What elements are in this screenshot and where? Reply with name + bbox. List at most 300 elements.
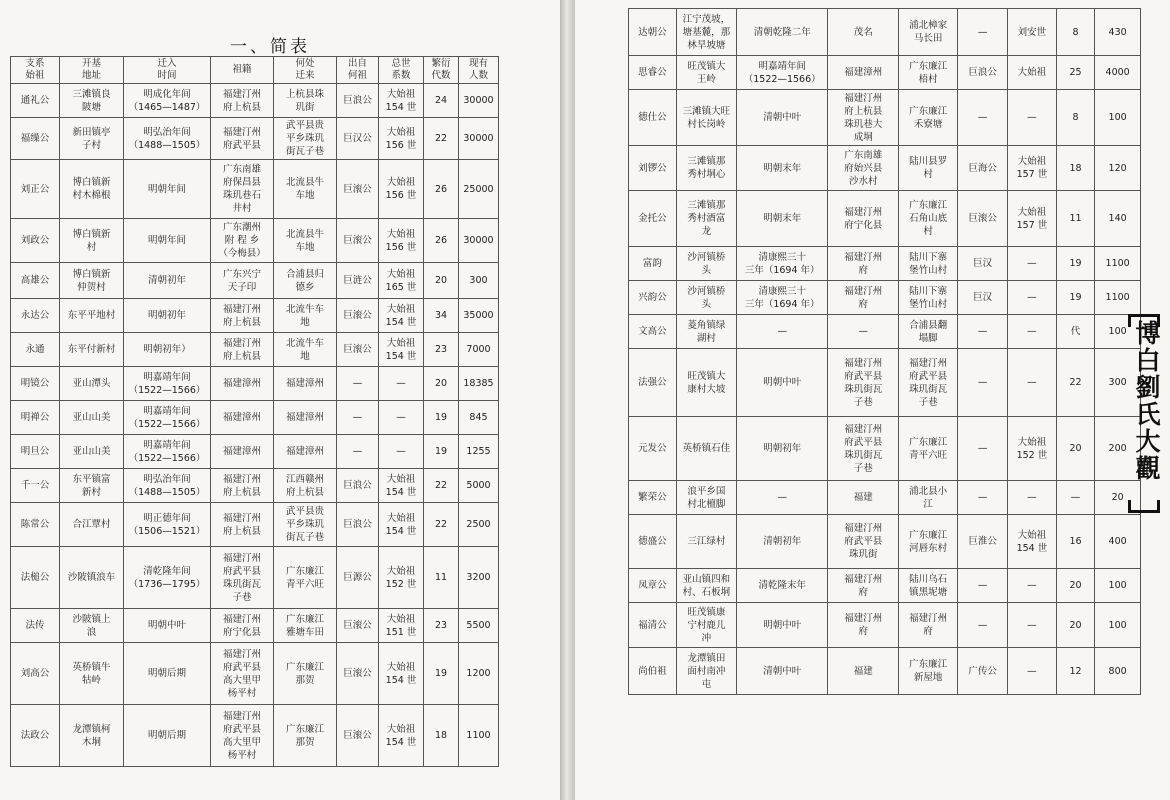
cell-descended-from: 巨浪公 <box>337 503 379 547</box>
cell-settlement-address: 沙河镇桥 头 <box>676 247 736 281</box>
cell-generations-count: 18 <box>424 705 459 767</box>
cell-branch-ancestor: 繁荣公 <box>629 481 677 515</box>
cell-settlement-address: 沙陂镇上 浪 <box>60 609 124 643</box>
cell-migration-time: 明朝末年 <box>737 191 828 247</box>
cell-population: 120 <box>1095 146 1141 191</box>
table-row <box>11 299 499 333</box>
table-row <box>11 160 499 219</box>
cell-migration-time: 明朝初年） <box>124 333 211 367</box>
cell-branch-ancestor: 达朝公 <box>629 9 677 56</box>
cell-branch-ancestor: 法槌公 <box>11 547 60 609</box>
cell-generation-number: 大始祖 151 世 <box>379 609 424 643</box>
cell-origin-place: 陆川下寨 堡竹山村 <box>899 247 958 281</box>
cell-migration-time: 明正德年间 （1506—1521） <box>124 503 211 547</box>
cell-settlement-address: 合江覃村 <box>60 503 124 547</box>
cell-generations-count: 8 <box>1056 90 1094 146</box>
cell-descended-from: 巨汉 <box>958 247 1008 281</box>
cell-origin-place: 广东廉江 那贺 <box>274 705 337 767</box>
cell-population: 300 <box>459 263 499 299</box>
cell-generations-count: — <box>1056 481 1094 515</box>
cell-origin-place: 福建漳州 <box>274 401 337 435</box>
cell-origin-place: 北流牛车 地 <box>274 299 337 333</box>
cell-generations-count: 23 <box>424 609 459 643</box>
cell-generations-count: 19 <box>1056 247 1094 281</box>
cell-ancestral-home: 福建汀州 府上杭县 珠玑巷大 成垌 <box>828 90 899 146</box>
cell-generation-number: — <box>1008 648 1057 695</box>
cell-population: 845 <box>459 401 499 435</box>
cell-population: 5000 <box>459 469 499 503</box>
cell-migration-time: 清乾隆年间 （1736—1795） <box>124 547 211 609</box>
cell-descended-from: — <box>958 417 1008 481</box>
cell-settlement-address: 东平平地村 <box>60 299 124 333</box>
cell-descended-from: 巨滚公 <box>337 609 379 643</box>
cell-descended-from: 巨汉 <box>958 281 1008 315</box>
cell-descended-from: — <box>337 367 379 401</box>
cell-descended-from: — <box>337 401 379 435</box>
cell-population: 1200 <box>459 643 499 705</box>
cell-descended-from: 巨淮公 <box>958 515 1008 569</box>
cell-migration-time: 清乾隆末年 <box>737 569 828 603</box>
cell-branch-ancestor: 元发公 <box>629 417 677 481</box>
table-row <box>11 84 499 118</box>
cell-ancestral-home: 广东潮州 附 程 乡 （今梅县） <box>211 219 274 263</box>
left-summary-table <box>10 56 499 767</box>
cell-generation-number: 大始祖 152 世 <box>379 547 424 609</box>
cell-settlement-address: 龙潭镇柯 木垌 <box>60 705 124 767</box>
header-settlement-address: 开基 地址 <box>60 57 124 84</box>
table-row <box>11 643 499 705</box>
cell-descended-from: 巨滚公 <box>337 333 379 367</box>
cell-origin-place: 福建漳州 <box>274 367 337 401</box>
cell-population: 800 <box>1095 648 1141 695</box>
cell-ancestral-home: 福建汀州 府武平县 珠玑街瓦 子巷 <box>828 349 899 417</box>
cell-origin-place: 福建汀州 府武平县 珠玑街瓦 子巷 <box>899 349 958 417</box>
cell-generation-number: 大始祖 154 世 <box>379 333 424 367</box>
cell-ancestral-home: 福建汀州 府武平县 高大里甲 杨平村 <box>211 643 274 705</box>
cell-branch-ancestor: 福清公 <box>629 603 677 648</box>
cell-settlement-address: 沙河镇桥 头 <box>676 281 736 315</box>
cell-population: 18385 <box>459 367 499 401</box>
cell-settlement-address: 旺茂镇大 王岭 <box>676 56 736 90</box>
cell-descended-from: 巨海公 <box>958 146 1008 191</box>
table-row <box>629 146 1141 191</box>
cell-generation-number: — <box>1008 603 1057 648</box>
cell-generation-number: — <box>1008 281 1057 315</box>
cell-migration-time: 清康熙三十 三年（1694 年） <box>737 281 828 315</box>
header-generation-number: 总世 系数 <box>379 57 424 84</box>
cell-branch-ancestor: 通礼公 <box>11 84 60 118</box>
cell-migration-time: 明朝年间 <box>124 219 211 263</box>
cell-generation-number: — <box>1008 569 1057 603</box>
table-row <box>629 191 1141 247</box>
cell-ancestral-home: 福建漳州 <box>211 401 274 435</box>
cell-ancestral-home: 福建汀州 府上杭县 <box>211 299 274 333</box>
cell-origin-place: 浦北县小 江 <box>899 481 958 515</box>
cell-branch-ancestor: 永达公 <box>11 299 60 333</box>
cell-origin-place: 陆川县罗 村 <box>899 146 958 191</box>
cell-origin-place: 陆川乌石 镇黑坭塘 <box>899 569 958 603</box>
cell-settlement-address: 亚山潭头 <box>60 367 124 401</box>
cell-migration-time: 明朝中叶 <box>737 349 828 417</box>
cell-generations-count: 16 <box>1056 515 1094 569</box>
cell-population: 30000 <box>459 219 499 263</box>
cell-migration-time: 明朝初年 <box>124 299 211 333</box>
cell-descended-from: 广传公 <box>958 648 1008 695</box>
cell-generation-number: — <box>1008 315 1057 349</box>
cell-generations-count: 23 <box>424 333 459 367</box>
cell-migration-time: 清朝初年 <box>124 263 211 299</box>
cell-ancestral-home: 福建汀州 府上杭县 <box>211 84 274 118</box>
cell-population: 3200 <box>459 547 499 609</box>
cell-generations-count: 24 <box>424 84 459 118</box>
cell-branch-ancestor: 福缲公 <box>11 118 60 160</box>
cell-population: 25000 <box>459 160 499 219</box>
cell-population: 100 <box>1095 315 1141 349</box>
header-population: 现有 人数 <box>459 57 499 84</box>
cell-ancestral-home: 福建漳州 <box>211 435 274 469</box>
cell-branch-ancestor: 凤章公 <box>629 569 677 603</box>
cell-ancestral-home: 福建 <box>828 481 899 515</box>
cell-descended-from: 巨汉公 <box>337 118 379 160</box>
cell-origin-place: 福建汀州 府 <box>899 603 958 648</box>
cell-population: 2500 <box>459 503 499 547</box>
cell-generations-count: 22 <box>424 469 459 503</box>
cell-origin-place: 广东廉江 雅塘车田 <box>274 609 337 643</box>
cell-generation-number: 大始祖 157 世 <box>1008 146 1057 191</box>
cell-ancestral-home: 福建漳州 <box>211 367 274 401</box>
cell-generations-count: 22 <box>424 118 459 160</box>
cell-origin-place: 广东廉江 那贺 <box>274 643 337 705</box>
table-row <box>629 569 1141 603</box>
table-row <box>629 90 1141 146</box>
cell-origin-place: 北流牛车 地 <box>274 333 337 367</box>
cell-origin-place: 上杭县珠 玑街 <box>274 84 337 118</box>
cell-population: 430 <box>1095 9 1141 56</box>
cell-generation-number: — <box>1008 247 1057 281</box>
cell-migration-time: — <box>737 481 828 515</box>
cell-settlement-address: 三滩镇那 秀村酒富 龙 <box>676 191 736 247</box>
cell-migration-time: 清康熙三十 三年（1694 年） <box>737 247 828 281</box>
cell-population: 7000 <box>459 333 499 367</box>
cell-branch-ancestor: 法强公 <box>629 349 677 417</box>
table-row <box>11 705 499 767</box>
table-row <box>629 349 1141 417</box>
cell-population: 1255 <box>459 435 499 469</box>
cell-migration-time: 明朝后期 <box>124 705 211 767</box>
cell-ancestral-home: 福建汀州 府 <box>828 569 899 603</box>
cell-branch-ancestor: 金托公 <box>629 191 677 247</box>
cell-descended-from: — <box>958 90 1008 146</box>
cell-ancestral-home: 福建汀州 府宁化县 <box>211 609 274 643</box>
cell-generation-number: 大始祖 156 世 <box>379 219 424 263</box>
cell-generation-number: — <box>379 401 424 435</box>
cell-origin-place: 武平县贵 平乡珠玑 街瓦子巷 <box>274 118 337 160</box>
cell-branch-ancestor: 陈常公 <box>11 503 60 547</box>
header-origin-place: 何处 迁来 <box>274 57 337 84</box>
cell-settlement-address: 英桥镇石佳 <box>676 417 736 481</box>
cell-origin-place: 广东廉江 河唇东村 <box>899 515 958 569</box>
cell-generation-number: 大始祖 154 世 <box>1008 515 1057 569</box>
cell-generations-count: 20 <box>1056 603 1094 648</box>
cell-generations-count: 20 <box>1056 569 1094 603</box>
cell-ancestral-home: 福建汀州 府武平县 珠玑街 <box>828 515 899 569</box>
cell-ancestral-home: 福建汀州 府 <box>828 281 899 315</box>
cell-migration-time: 明成化年间 （1465—1487） <box>124 84 211 118</box>
header-ancestral-home: 祖籍 <box>211 57 274 84</box>
cell-generation-number: 大始祖 154 世 <box>379 299 424 333</box>
cell-generations-count: 11 <box>1056 191 1094 247</box>
cell-settlement-address: 博白镇新 仲贺村 <box>60 263 124 299</box>
cell-migration-time: 清朝乾隆二年 <box>737 9 828 56</box>
cell-settlement-address: 三江绿村 <box>676 515 736 569</box>
cell-descended-from: — <box>958 349 1008 417</box>
left-page <box>0 0 560 800</box>
cell-descended-from: — <box>958 315 1008 349</box>
cell-origin-place: 广东廉江 梧村 <box>899 56 958 90</box>
cell-generations-count: 代 <box>1056 315 1094 349</box>
cell-migration-time: 明朝初年 <box>737 417 828 481</box>
cell-population: 30000 <box>459 118 499 160</box>
cell-branch-ancestor: 明镜公 <box>11 367 60 401</box>
cell-population: 20 <box>1095 481 1141 515</box>
cell-settlement-address: 浪平乡国 村北檀脚 <box>676 481 736 515</box>
cell-generations-count: 26 <box>424 160 459 219</box>
cell-generation-number: 大始祖 152 世 <box>1008 417 1057 481</box>
cell-generations-count: 12 <box>1056 648 1094 695</box>
table-row <box>11 609 499 643</box>
cell-ancestral-home: 广东南雄 府始兴县 沙水村 <box>828 146 899 191</box>
cell-branch-ancestor: 高雄公 <box>11 263 60 299</box>
cell-generations-count: 19 <box>424 435 459 469</box>
cell-generations-count: 18 <box>1056 146 1094 191</box>
table-row <box>11 219 499 263</box>
table-row <box>629 515 1141 569</box>
cell-population: 400 <box>1095 515 1141 569</box>
cell-descended-from: — <box>958 481 1008 515</box>
cell-origin-place: 合浦县归 德乡 <box>274 263 337 299</box>
cell-generation-number: — <box>1008 481 1057 515</box>
cell-migration-time: 明朝后期 <box>124 643 211 705</box>
cell-ancestral-home: 福建汀州 府武平县 <box>211 118 274 160</box>
cell-generation-number: 大始祖 154 世 <box>379 503 424 547</box>
cell-settlement-address: 新田镇亭 子村 <box>60 118 124 160</box>
cell-origin-place: 北流县牛 车地 <box>274 219 337 263</box>
cell-settlement-address: 三滩镇大旺 村长岗岭 <box>676 90 736 146</box>
header-generations-count: 繁衍 代数 <box>424 57 459 84</box>
cell-generations-count: 8 <box>1056 9 1094 56</box>
cell-settlement-address: 沙陂镇浪车 <box>60 547 124 609</box>
cell-descended-from: 巨滚公 <box>337 299 379 333</box>
table-row <box>11 547 499 609</box>
cell-migration-time: 明嘉靖年间 （1522—1566） <box>124 367 211 401</box>
cell-generation-number: — <box>1008 349 1057 417</box>
cell-origin-place: 福建漳州 <box>274 435 337 469</box>
cell-settlement-address: 东平付新村 <box>60 333 124 367</box>
cell-branch-ancestor: 明禅公 <box>11 401 60 435</box>
table-row <box>629 247 1141 281</box>
table-row <box>11 401 499 435</box>
cell-population: 100 <box>1095 569 1141 603</box>
cell-population: 100 <box>1095 603 1141 648</box>
cell-generation-number: 大始祖 156 世 <box>379 160 424 219</box>
cell-generations-count: 19 <box>424 643 459 705</box>
cell-generation-number: — <box>379 435 424 469</box>
cell-migration-time: 清朝中叶 <box>737 90 828 146</box>
cell-ancestral-home: 福建汀州 府武平县 珠玑街瓦 子巷 <box>828 417 899 481</box>
book-gutter <box>560 0 575 800</box>
cell-settlement-address: 亚山山美 <box>60 435 124 469</box>
cell-settlement-address: 三滩镇那 秀村垌心 <box>676 146 736 191</box>
cell-generations-count: 19 <box>424 401 459 435</box>
cell-migration-time: 明弘治年间 （1488—1505） <box>124 469 211 503</box>
table-row <box>11 469 499 503</box>
cell-generations-count: 20 <box>1056 417 1094 481</box>
cell-descended-from: 巨浪公 <box>337 469 379 503</box>
cell-branch-ancestor: 尚伯祖 <box>629 648 677 695</box>
cell-descended-from: — <box>958 603 1008 648</box>
cell-settlement-address: 三滩镇良 陂塘 <box>60 84 124 118</box>
cell-population: 1100 <box>1095 281 1141 315</box>
cell-ancestral-home: 福建汀州 府上杭县 <box>211 333 274 367</box>
table-row <box>11 118 499 160</box>
cell-migration-time: 明嘉靖年间 （1522—1566） <box>124 435 211 469</box>
header-branch-ancestor: 支系 始祖 <box>11 57 60 84</box>
cell-generations-count: 25 <box>1056 56 1094 90</box>
cell-branch-ancestor: 刘锣公 <box>629 146 677 191</box>
cell-settlement-address: 菱角镇绿 湖村 <box>676 315 736 349</box>
cell-branch-ancestor: 富韵 <box>629 247 677 281</box>
section-title: 一、简表 <box>230 37 310 57</box>
cell-ancestral-home: 福建汀州 府 <box>828 603 899 648</box>
cell-descended-from: 巨滚公 <box>958 191 1008 247</box>
cell-ancestral-home: 福建汀州 府武平县 珠玑街瓦 子巷 <box>211 547 274 609</box>
cell-generations-count: 20 <box>424 263 459 299</box>
cell-ancestral-home: 福建汀州 府 <box>828 247 899 281</box>
cell-settlement-address: 龙潭镇田 面村南冲 屯 <box>676 648 736 695</box>
cell-descended-from: — <box>958 9 1008 56</box>
cell-ancestral-home: 广东兴宁 天子印 <box>211 263 274 299</box>
cell-origin-place: 广东廉江 新屋地 <box>899 648 958 695</box>
cell-branch-ancestor: 德仕公 <box>629 90 677 146</box>
header-descended-from: 出自 何祖 <box>337 57 379 84</box>
cell-population: 35000 <box>459 299 499 333</box>
table-row <box>629 281 1141 315</box>
cell-origin-place: 广东廉江 青平六旺 <box>899 417 958 481</box>
right-summary-table <box>628 8 1141 695</box>
cell-settlement-address: 博白镇新 村木棉根 <box>60 160 124 219</box>
table-row <box>11 263 499 299</box>
table-row <box>11 435 499 469</box>
cell-migration-time: 明朝中叶 <box>124 609 211 643</box>
cell-settlement-address: 亚山镇四和 村、石板垌 <box>676 569 736 603</box>
cell-origin-place: 广东廉江 禾寮塘 <box>899 90 958 146</box>
cell-settlement-address: 旺茂镇康 宁村鹿儿 冲 <box>676 603 736 648</box>
cell-ancestral-home: 福建汀州 府宁化县 <box>828 191 899 247</box>
cell-descended-from: — <box>337 435 379 469</box>
cell-population: 5500 <box>459 609 499 643</box>
cell-migration-time: 清朝初年 <box>737 515 828 569</box>
cell-generation-number: 大始祖 154 世 <box>379 643 424 705</box>
cell-descended-from: 巨滚公 <box>337 705 379 767</box>
cell-branch-ancestor: 法传 <box>11 609 60 643</box>
table-row <box>11 503 499 547</box>
cell-generation-number: 大始祖 154 世 <box>379 469 424 503</box>
cell-generations-count: 34 <box>424 299 459 333</box>
cell-generation-number: 大始祖 165 世 <box>379 263 424 299</box>
cell-origin-place: 陆川下寨 堡竹山村 <box>899 281 958 315</box>
cell-descended-from: 巨浪公 <box>958 56 1008 90</box>
table-row <box>11 367 499 401</box>
cell-migration-time: 明弘治年间 （1488—1505） <box>124 118 211 160</box>
cell-branch-ancestor: 千一公 <box>11 469 60 503</box>
cell-population: 4000 <box>1095 56 1141 90</box>
cell-origin-place: 广东廉江 石角山底 村 <box>899 191 958 247</box>
cell-branch-ancestor: 文高公 <box>629 315 677 349</box>
cell-population: 100 <box>1095 90 1141 146</box>
cell-branch-ancestor: 法政公 <box>11 705 60 767</box>
cell-descended-from: 巨源公 <box>337 547 379 609</box>
cell-origin-place: 武平县贵 平乡珠玑 街瓦子巷 <box>274 503 337 547</box>
cell-population: 30000 <box>459 84 499 118</box>
cell-ancestral-home: 福建汀州 府上杭县 <box>211 503 274 547</box>
cell-migration-time: 明嘉靖年间 （1522—1566） <box>737 56 828 90</box>
book-side-title: 博白劉氏大觀 <box>1132 320 1161 482</box>
cell-settlement-address: 亚山山美 <box>60 401 124 435</box>
cell-generation-number: 大始祖 154 世 <box>379 84 424 118</box>
cell-origin-place: 浦北樟家 马长田 <box>899 9 958 56</box>
cell-generation-number: 刘安世 <box>1008 9 1057 56</box>
cell-ancestral-home: — <box>828 315 899 349</box>
cell-branch-ancestor: 刘政公 <box>11 219 60 263</box>
cell-population: 300 <box>1095 349 1141 417</box>
table-row <box>629 9 1141 56</box>
cell-ancestral-home: 福建汀州 府武平县 高大里甲 杨平村 <box>211 705 274 767</box>
cell-generation-number: 大始祖 157 世 <box>1008 191 1057 247</box>
table-row <box>629 481 1141 515</box>
table-row <box>629 417 1141 481</box>
cell-branch-ancestor: 刘正公 <box>11 160 60 219</box>
cell-branch-ancestor: 永通 <box>11 333 60 367</box>
cell-settlement-address: 旺茂镇大 康村大坡 <box>676 349 736 417</box>
cell-migration-time: 清朝中叶 <box>737 648 828 695</box>
cell-population: 200 <box>1095 417 1141 481</box>
cell-ancestral-home: 福建 <box>828 648 899 695</box>
table-row <box>629 603 1141 648</box>
cell-branch-ancestor: 思睿公 <box>629 56 677 90</box>
table-row <box>629 648 1141 695</box>
cell-migration-time: 明朝年间 <box>124 160 211 219</box>
cell-branch-ancestor: 明旦公 <box>11 435 60 469</box>
cell-origin-place: 北流县牛 车地 <box>274 160 337 219</box>
cell-descended-from: — <box>958 569 1008 603</box>
cell-settlement-address: 博白镇新 村 <box>60 219 124 263</box>
cell-migration-time: — <box>737 315 828 349</box>
table-row <box>629 56 1141 90</box>
cell-origin-place: 合浦县翻 塌脚 <box>899 315 958 349</box>
cell-population: 140 <box>1095 191 1141 247</box>
cell-generation-number: — <box>379 367 424 401</box>
cell-generations-count: 11 <box>424 547 459 609</box>
cell-descended-from: 巨滚公 <box>337 219 379 263</box>
cell-descended-from: 巨涟公 <box>337 263 379 299</box>
table-header-row <box>11 57 499 84</box>
cell-branch-ancestor: 刘高公 <box>11 643 60 705</box>
table-row <box>629 315 1141 349</box>
header-migration-time: 迁入 时间 <box>124 57 211 84</box>
cell-settlement-address: 东平镇富 新村 <box>60 469 124 503</box>
title-bracket-bottom <box>1128 500 1160 513</box>
cell-migration-time: 明朝中叶 <box>737 603 828 648</box>
